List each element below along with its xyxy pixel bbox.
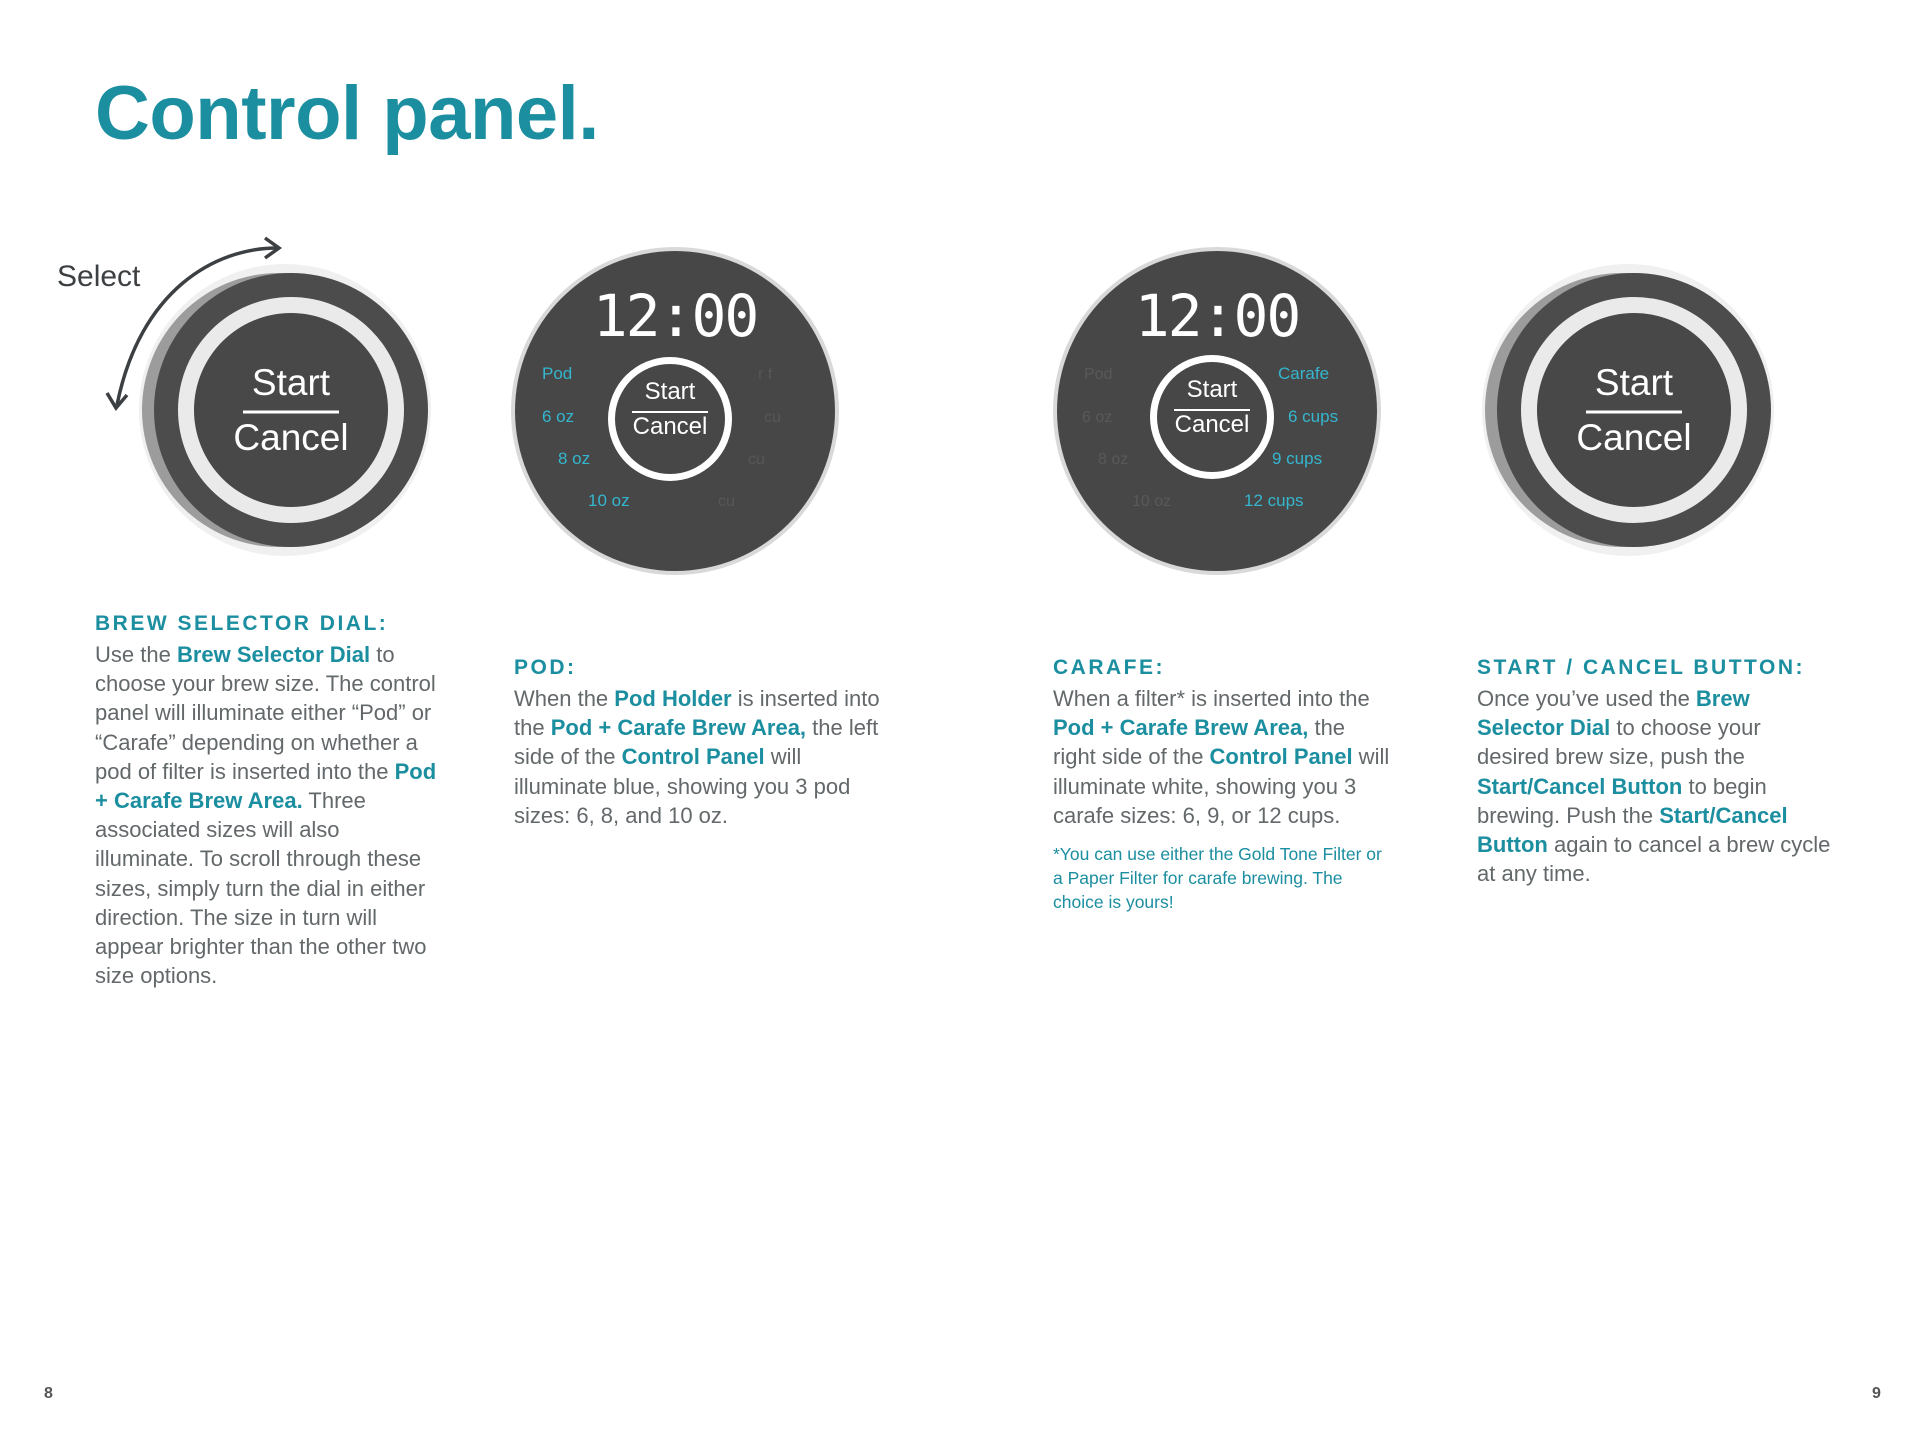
section-heading: POD: <box>514 656 577 679</box>
carafe-clock-display: 12:00 <box>1134 282 1300 350</box>
page-number-left: 8 <box>44 1385 53 1402</box>
pod-control-panel-figure <box>510 246 840 576</box>
button-start-label: Start <box>1594 362 1674 403</box>
section-body <box>514 684 884 830</box>
carafe-label: Carafe <box>1278 364 1330 383</box>
dim-cup-label-3: cu <box>718 493 735 510</box>
carafe-section <box>1053 656 1393 914</box>
dim-pod-label: Pod <box>1084 366 1113 383</box>
body-text-run: will illuminate white, showing you 3 carafe sizes: 6, 9, or 12 cups. <box>1053 744 1390 828</box>
carafe-control-panel-figure <box>1052 246 1382 576</box>
section-heading: CARAFE: <box>1053 656 1165 679</box>
pod-size-8oz: 8 oz <box>558 449 591 468</box>
brew-selector-dial-figure <box>95 230 435 570</box>
section-body <box>1053 684 1393 830</box>
select-label: Select <box>57 260 141 293</box>
highlighted-term: Pod Holder <box>614 686 732 711</box>
highlighted-term: Pod + Carafe Brew Area, <box>550 715 807 741</box>
dial-cancel-label: Cancel <box>233 417 349 458</box>
highlighted-term: Pod + Carafe Brew Area. <box>95 758 437 814</box>
pod-label: Pod <box>542 364 573 383</box>
body-text-run: to choose your brew size. The control panel will illuminate either “Pod” or “Carafe” depending on whether a pod of filter is inserted into the <box>95 642 436 784</box>
dim-cup-label-1: cu <box>764 409 781 426</box>
body-text-run: to begin brewing. Push the <box>1477 773 1767 828</box>
page-number-right: 9 <box>1872 1385 1881 1402</box>
body-text-run: the left side of the <box>514 715 879 770</box>
pod-size-10oz: 10 oz <box>588 491 630 510</box>
highlighted-term: Brew Selector Dial <box>176 642 371 667</box>
section-heading: START / CANCEL BUTTON: <box>1477 656 1805 679</box>
carafe-cancel-label: Cancel <box>1174 411 1250 438</box>
body-text-run: is inserted into the <box>514 686 880 741</box>
section-heading: BREW SELECTOR DIAL: <box>95 612 389 635</box>
highlighted-term: Start/Cancel Button <box>1477 802 1788 858</box>
body-text-run: to choose your desired brew size, push the <box>1477 715 1761 770</box>
dim-6oz-label: 6 oz <box>1082 409 1113 426</box>
section-body <box>1477 684 1837 888</box>
highlighted-term: Control Panel <box>1209 744 1353 770</box>
dim-cup-label-2: cu <box>748 451 765 468</box>
carafe-start-label: Start <box>1186 376 1238 403</box>
body-text-run: When the <box>514 686 615 711</box>
page-title: Control panel. <box>95 71 599 156</box>
filter-footnote: *You can use either the Gold Tone Filter or a Paper Filter for carafe brewing. The choice is yours! <box>1053 844 1382 913</box>
pod-start-label: Start <box>644 378 696 405</box>
pod-section <box>514 656 884 830</box>
carafe-size-6cups: 6 cups <box>1288 407 1339 426</box>
body-text-run: will illuminate blue, showing you 3 pod sizes: 6, 8, and 10 oz. <box>514 744 851 828</box>
highlighted-term: Start/Cancel Button <box>1477 773 1683 799</box>
body-text-run: Three associated sizes will also illuminate. To scroll through these sizes, simply turn the dial in either direction. The size in turn will appear brighter than the other two size options. <box>95 788 427 989</box>
start-cancel-button-figure <box>1470 260 1780 570</box>
body-text-run: Once you’ve used the <box>1477 686 1696 711</box>
body-text-run: When a filter* is inserted into the <box>1053 686 1370 711</box>
body-text-run: Use the <box>95 642 177 667</box>
carafe-size-12cups: 12 cups <box>1244 491 1304 510</box>
section-body <box>95 640 440 990</box>
dim-carafe-label: r f <box>758 366 773 383</box>
dim-8oz-label: 8 oz <box>1098 451 1129 468</box>
pod-size-6oz: 6 oz <box>542 407 575 426</box>
highlighted-term: Brew Selector Dial <box>1477 686 1750 741</box>
body-text-run: again to cancel a brew cycle at any time. <box>1477 832 1831 887</box>
carafe-size-9cups: 9 cups <box>1272 449 1323 468</box>
dial-start-label: Start <box>251 362 331 403</box>
body-text-run: the right side of the <box>1053 715 1346 770</box>
highlighted-term: Control Panel <box>621 744 765 770</box>
brew-selector-dial-section <box>95 612 440 990</box>
highlighted-term: Pod + Carafe Brew Area, <box>1053 715 1309 741</box>
clock-display: 12:00 <box>592 282 758 350</box>
dim-10oz-label: 10 oz <box>1132 493 1172 510</box>
start-cancel-section <box>1477 656 1837 888</box>
button-cancel-label: Cancel <box>1576 417 1692 458</box>
pod-cancel-label: Cancel <box>632 413 708 440</box>
